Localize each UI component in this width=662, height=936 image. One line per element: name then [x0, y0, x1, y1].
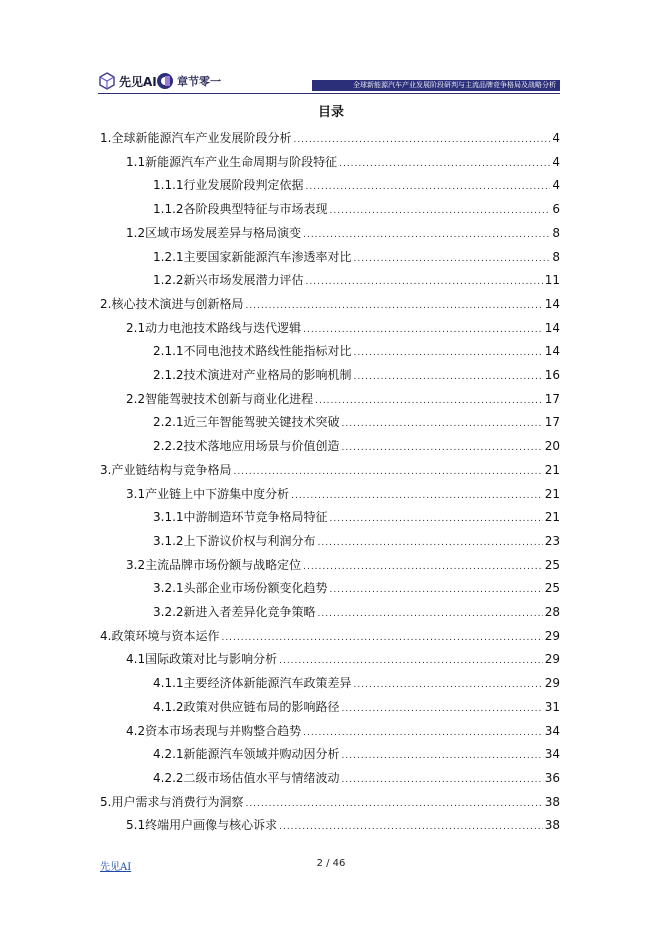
toc-title: 目录 [317, 105, 344, 120]
toc-entry[interactable] [100, 792, 560, 810]
toc-entry-label: 3.1.2上下游议价权与利润分布 [153, 533, 316, 548]
toc-entry[interactable] [153, 673, 560, 691]
toc-entry-page: 17 [544, 415, 560, 430]
toc-entry-page: 4 [552, 154, 560, 169]
toc-entry-page: 38 [544, 818, 560, 833]
toc-entry[interactable] [153, 531, 560, 549]
toc-entry-label: 3.2.2新进入者差异化竞争策略 [153, 605, 316, 619]
toc-entry-page: 31 [544, 699, 560, 714]
toc-entry-label: 4.2.1新能源汽车领域并购动因分析 [153, 747, 340, 762]
toc-leader-dots [354, 347, 543, 359]
toc-entry[interactable] [100, 626, 560, 644]
toc-entry-label: 5.1终端用户画像与核心诉求 [126, 818, 278, 833]
toc-entry[interactable] [100, 128, 560, 146]
toc-leader-dots [342, 750, 543, 762]
toc-leader-dots [245, 798, 542, 810]
toc-entry[interactable] [100, 294, 560, 312]
toc-entry-page: 29 [544, 676, 560, 691]
toc-entry-page: 25 [544, 581, 560, 596]
toc-entry-page: 23 [544, 533, 560, 548]
toc-entry-page: 14 [544, 320, 560, 335]
toc-leader-dots [315, 395, 543, 407]
toc-entry-page: 14 [544, 344, 560, 359]
toc-entry[interactable] [153, 175, 560, 193]
toc-leader-dots [318, 608, 543, 620]
toc-entry-label: 4.1.2政策对供应链布局的影响路径 [153, 699, 340, 714]
toc-entry[interactable] [153, 365, 560, 383]
toc-entry[interactable] [153, 436, 560, 454]
toc-entry-label: 1.1.1行业发展阶段判定依据 [153, 178, 304, 193]
toc-leader-dots [303, 324, 543, 336]
toc-leader-dots [342, 418, 543, 430]
toc-entry[interactable] [126, 152, 560, 170]
toc-entry-label: 4.2资本市场表现与并购整合趋势 [126, 723, 302, 738]
toc-entry-label: 1.2.2新兴市场发展潜力评估 [153, 273, 304, 288]
toc-leader-dots [221, 632, 542, 644]
logo-text: 章节零一 [177, 75, 221, 88]
chapter-one-logo [156, 72, 221, 90]
toc-leader-dots [303, 229, 550, 241]
toc-entry-page: 6 [552, 202, 560, 217]
toc-entry-page: 28 [544, 605, 560, 619]
toc-leader-dots [330, 513, 543, 525]
toc-entry[interactable] [126, 721, 560, 739]
toc-entry-page: 14 [544, 296, 560, 311]
toc-leader-dots [303, 561, 543, 573]
toc-entry-label: 2.1.1不同电池技术路线性能指标对比 [153, 344, 352, 359]
toc-entry[interactable] [153, 270, 560, 288]
toc-entry-label: 1.2.1主要国家新能源汽车渗透率对比 [153, 249, 352, 264]
toc-entry[interactable] [153, 507, 560, 525]
toc-entry[interactable] [153, 412, 560, 430]
toc-leader-dots [342, 442, 543, 454]
logo-text: 先见AI [119, 74, 157, 89]
toc-entry-page: 25 [544, 557, 560, 572]
toc-entry-label: 1.1新能源汽车产业生命周期与阶段特征 [126, 154, 338, 169]
toc-leader-dots [342, 703, 543, 715]
toc-leader-dots [306, 276, 543, 288]
toc-entry-page: 20 [544, 439, 560, 454]
toc-entry-label: 2.2.1近三年智能驾驶关键技术突破 [153, 415, 340, 430]
toc-entry-label: 5.用户需求与消费行为洞察 [100, 794, 244, 809]
cube-logo-icon [98, 72, 116, 90]
toc-entry-page: 21 [544, 462, 560, 477]
toc-entry-label: 3.2.1头部企业市场份额变化趋势 [153, 581, 328, 596]
toc-leader-dots [342, 774, 543, 786]
toc-entry[interactable] [126, 555, 560, 573]
toc-leader-dots [303, 727, 543, 739]
toc-leader-dots [330, 584, 543, 596]
toc-entry-label: 3.2主流品牌市场份额与战略定位 [126, 557, 302, 572]
toc-entry-label: 2.2.2技术落地应用场景与价值创造 [153, 439, 340, 454]
page-number: 2 / 46 [316, 858, 346, 869]
toc-entry-page: 29 [544, 628, 560, 643]
toc-entry-page: 29 [544, 652, 560, 667]
toc-entry-label: 3.产业链结构与竞争格局 [100, 462, 232, 477]
toc-entry-page: 11 [544, 273, 560, 288]
chapter-logo-icon [156, 72, 174, 90]
toc-entry-label: 2.2智能驾驶技术创新与商业化进程 [126, 391, 314, 406]
xianjian-ai-logo [98, 72, 157, 90]
header-divider [98, 93, 560, 94]
toc-entry[interactable] [126, 484, 560, 502]
toc-leader-dots [291, 490, 543, 502]
toc-leader-dots [318, 537, 543, 549]
toc-entry-label: 2.1.2技术演进对产业格局的影响机制 [153, 368, 352, 382]
toc-leader-dots [233, 466, 542, 478]
toc-entry-label: 4.2.2二级市场估值水平与情绪波动 [153, 770, 340, 785]
toc-leader-dots [306, 181, 551, 193]
toc-entry[interactable] [153, 247, 560, 265]
footer-brand-link[interactable]: 先见AI [100, 862, 132, 873]
toc-entry-label: 2.1动力电池技术路线与迭代逻辑 [126, 320, 302, 335]
toc-entry[interactable] [126, 389, 560, 407]
toc-entry[interactable] [100, 460, 560, 478]
toc-entry[interactable] [153, 697, 560, 715]
toc-entry-page: 36 [544, 770, 560, 785]
toc-entry-label: 4.1国际政策对比与影响分析 [126, 652, 278, 667]
toc-entry-page: 38 [544, 794, 560, 809]
toc-entry-page: 8 [552, 249, 560, 264]
toc-entry[interactable] [126, 649, 560, 667]
toc-entry[interactable] [153, 341, 560, 359]
toc-leader-dots [245, 300, 542, 312]
toc-entry-page: 16 [544, 368, 560, 382]
toc-entry-page: 34 [544, 723, 560, 738]
toc-entry-page: 17 [544, 391, 560, 406]
toc-entry-label: 1.1.2各阶段典型特征与市场表现 [153, 202, 328, 217]
toc-entry[interactable] [126, 815, 560, 833]
report-title-banner: 全球新能源汽车产业发展阶段研判与主流品牌竞争格局及战略分析 [312, 80, 560, 91]
toc-entry-page: 21 [544, 510, 560, 525]
toc-entry-label: 4.1.1主要经济体新能源汽车政策差异 [153, 676, 352, 691]
toc-entry[interactable] [153, 768, 560, 786]
toc-entry-page: 21 [544, 486, 560, 501]
toc-entry-label: 3.1.1中游制造环节竞争格局特征 [153, 510, 328, 525]
toc-leader-dots [279, 821, 543, 833]
toc-entry-label: 2.核心技术演进与创新格局 [100, 296, 244, 311]
toc-leader-dots [354, 253, 551, 265]
toc-leader-dots [330, 205, 551, 217]
toc-entry[interactable] [153, 578, 560, 596]
toc-entry-page: 4 [552, 131, 560, 145]
toc-entry[interactable] [153, 199, 560, 217]
toc-entry-page: 8 [552, 225, 560, 240]
toc-entry-page: 34 [544, 747, 560, 762]
toc-leader-dots [339, 158, 550, 170]
page-header [98, 72, 560, 94]
toc-entry[interactable] [126, 318, 560, 336]
toc-entry-label: 3.1产业链上中下游集中度分析 [126, 486, 290, 501]
toc-leader-dots [293, 134, 550, 146]
toc-entry-label: 1.2区域市场发展差异与格局演变 [126, 225, 302, 240]
toc-entry[interactable] [126, 223, 560, 241]
toc-entry-label: 4.政策环境与资本运作 [100, 628, 220, 643]
toc-leader-dots [354, 679, 543, 691]
toc-entry-label: 1.全球新能源汽车产业发展阶段分析 [100, 131, 292, 145]
toc-entry[interactable] [153, 602, 560, 620]
toc-entry-page: 4 [552, 178, 560, 193]
toc-leader-dots [354, 371, 543, 383]
toc-leader-dots [279, 655, 543, 667]
toc-entry[interactable] [153, 744, 560, 762]
